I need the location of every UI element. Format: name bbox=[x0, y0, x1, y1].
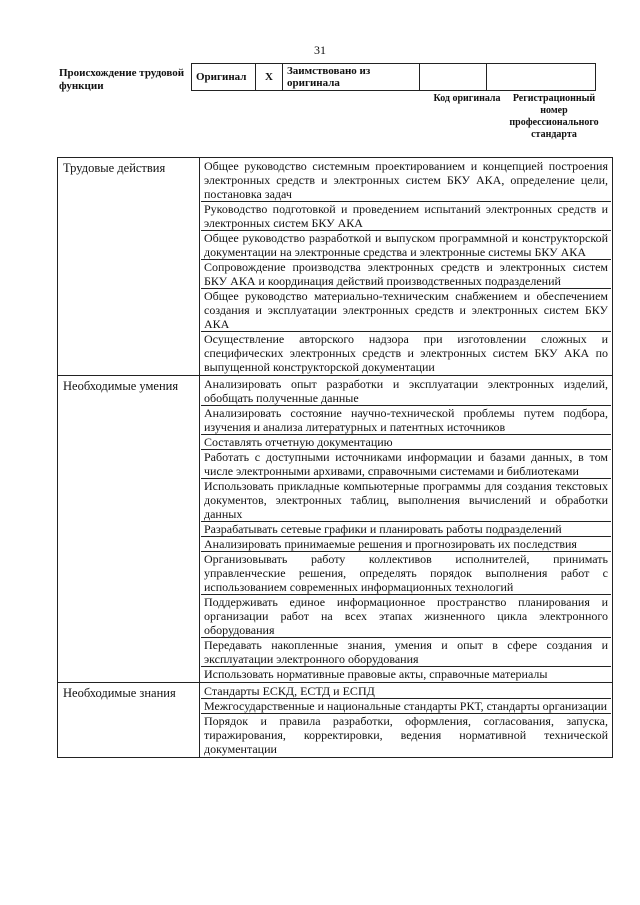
page-number: 31 bbox=[314, 43, 326, 57]
section-title: Необходимые умения bbox=[63, 379, 179, 393]
table-item: Использовать прикладные компьютерные программы для создания текстовых документов, электронных таблиц, выполнения вычислений и обработки данных bbox=[201, 479, 611, 522]
section-cell bbox=[58, 158, 200, 376]
table-item: Анализировать принимаемые решения и прогнозировать их последствия bbox=[201, 537, 611, 552]
section-items bbox=[200, 376, 613, 683]
code-cell bbox=[420, 64, 487, 91]
table-item: Общее руководство разработкой и выпуском программной и конструкторской документации на электронные средства и электронные системы БКУ АКА bbox=[201, 231, 611, 260]
section-row bbox=[58, 683, 613, 758]
origin-table bbox=[191, 63, 596, 91]
section-cell bbox=[58, 376, 200, 683]
table-item: Анализировать состояние научно-технической проблемы путем подбора, изучения и анализа литературных и патентных источников bbox=[201, 406, 611, 435]
section-title: Трудовые действия bbox=[63, 161, 166, 175]
reg-number-cell bbox=[487, 64, 596, 91]
origin-label: Происхождение трудовой функции bbox=[59, 67, 185, 92]
table-item: Анализировать опыт разработки и эксплуатации электронных изделий, обобщать полученные данные bbox=[201, 377, 611, 406]
original-label: Оригинал bbox=[192, 64, 256, 91]
table-item: Составлять отчетную документацию bbox=[201, 435, 611, 450]
table-item: Разрабатывать сетевые графики и планировать работы подразделений bbox=[201, 522, 611, 537]
table-item: Работать с доступными источниками информации и базами данных, в том числе электронными архивами, справочными системами и библиотеками bbox=[201, 450, 611, 479]
table-item: Стандарты ЕСКД, ЕСТД и ЕСПД bbox=[201, 684, 611, 699]
table-item: Общее руководство системным проектированием и концепцией построения электронных средств и электронных систем БКУ АКА, определение цели, постановка задач bbox=[201, 159, 611, 202]
table-item: Порядок и правила разработки, оформления, согласования, запуска, тиражирования, корректировки, ведения нормативной технической документации bbox=[204, 714, 608, 756]
table-item: Использовать нормативные правовые акты, справочные материалы bbox=[204, 667, 548, 681]
code-caption: Код оригинала bbox=[433, 93, 501, 104]
table-item: Общее руководство материально-техническим снабжением и обеспечением создания и эксплуатации электронных средств и электронных систем БКУ АКА bbox=[201, 289, 611, 332]
table-item: Сопровождение производства электронных средств и электронных систем БКУ АКА и координация действий производственных подразделений bbox=[201, 260, 611, 289]
table-item: Межгосударственные и национальные стандарты РКТ, стандарты организации bbox=[201, 699, 611, 714]
table-item: Поддерживать единое информационное пространство планирования и организации работ на всех этапах жизненного цикла электронного оборудования bbox=[201, 595, 611, 638]
borrowed-label: Заимствовано из оригинала bbox=[283, 64, 420, 91]
section-title: Необходимые знания bbox=[63, 686, 176, 700]
reg-number-caption: Регистрационный номер профессионального стандарта bbox=[509, 93, 599, 140]
table-item: Руководство подготовкой и проведением испытаний электронных средств и электронных систем БКУ АКА bbox=[201, 202, 611, 231]
section-items bbox=[200, 158, 613, 376]
table-item: Организовывать работу коллективов исполнителей, принимать управленческие решения, определять порядок выполнения работ с использованием современных информационных технологий bbox=[201, 552, 611, 595]
table-item: Осуществление авторского надзора при изготовлении сложных и специфических электронных средств и электронных систем БКУ АКА по выпущенной конструкторской документации bbox=[204, 332, 608, 374]
functions-table bbox=[57, 157, 613, 758]
section-items bbox=[200, 683, 613, 758]
section-row bbox=[58, 376, 613, 683]
table-item: Передавать накопленные знания, умения и опыт в сфере создания и эксплуатации электронного оборудования bbox=[201, 638, 611, 667]
section-cell bbox=[58, 683, 200, 758]
original-mark: X bbox=[256, 64, 283, 91]
section-row bbox=[58, 158, 613, 376]
